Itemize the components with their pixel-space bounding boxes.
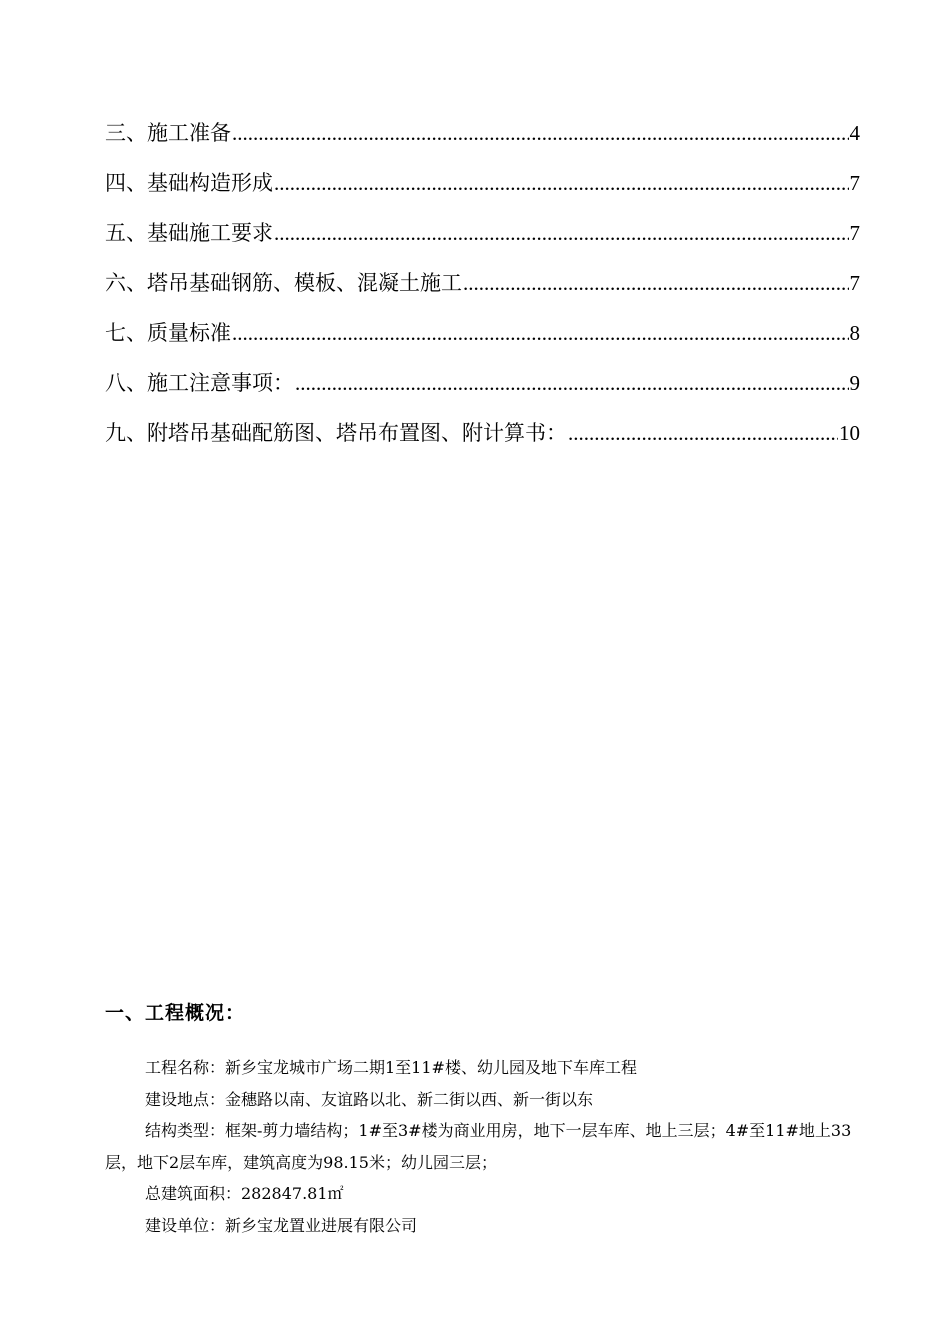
toc-entry-page: 8 bbox=[849, 321, 860, 345]
toc-entry-page: 7 bbox=[849, 221, 860, 245]
toc-leader-dots bbox=[568, 408, 838, 458]
toc-leader-dots bbox=[463, 258, 849, 308]
toc-entry[interactable] bbox=[105, 258, 860, 308]
project-overview bbox=[105, 1052, 865, 1241]
toc-entry-title: 四、基础构造形成 bbox=[105, 171, 273, 195]
toc-entry-title: 三、施工准备 bbox=[105, 121, 231, 145]
toc-entry-title: 五、基础施工要求 bbox=[105, 221, 273, 245]
toc-entry-page: 7 bbox=[849, 271, 860, 295]
toc-leader-dots bbox=[232, 308, 849, 358]
toc-entry[interactable] bbox=[105, 108, 860, 158]
toc-entry[interactable] bbox=[105, 408, 860, 458]
toc-entry-page: 4 bbox=[849, 121, 860, 145]
toc-entry-title: 九、附塔吊基础配筋图、塔吊布置图、附计算书： bbox=[105, 421, 567, 445]
developer-paragraph: 建设单位：新乡宝龙置业进展有限公司 bbox=[145, 1215, 418, 1235]
toc-entry[interactable] bbox=[105, 158, 860, 208]
toc-entry[interactable] bbox=[105, 308, 860, 358]
toc-leader-dots bbox=[274, 208, 849, 258]
table-of-contents bbox=[105, 108, 860, 458]
toc-entry-title: 六、塔吊基础钢筋、模板、混凝土施工 bbox=[105, 271, 462, 295]
total-area-paragraph: 总建筑面积：282847.81㎡ bbox=[145, 1184, 344, 1203]
toc-leader-dots bbox=[274, 158, 849, 208]
toc-leader-dots bbox=[232, 108, 849, 158]
toc-leader-dots bbox=[295, 358, 849, 408]
toc-entry-page: 9 bbox=[849, 371, 860, 395]
section-heading: 一、工程概况： bbox=[105, 1002, 246, 1024]
toc-entry-title: 八、施工注意事项： bbox=[105, 371, 294, 395]
toc-entry-title: 七、质量标准 bbox=[105, 321, 231, 345]
toc-entry-page: 10 bbox=[839, 421, 860, 445]
toc-entry[interactable] bbox=[105, 208, 860, 258]
toc-entry[interactable] bbox=[105, 358, 860, 408]
toc-entry-page: 7 bbox=[849, 171, 860, 195]
project-name-paragraph: 工程名称：新乡宝龙城市广场二期1至11#楼、幼儿园及地下车库工程 bbox=[145, 1058, 637, 1077]
structure-type-paragraph: 结构类型：框架-剪力墙结构；1#至3#楼为商业用房，地下一层车库、地上三层；4#至11#地上33层，地下2层车库，建筑高度为98.15米；幼儿园三层； bbox=[105, 1121, 852, 1172]
project-location-paragraph: 建设地点：金穗路以南、友谊路以北、新二街以西、新一街以东 bbox=[145, 1089, 594, 1109]
